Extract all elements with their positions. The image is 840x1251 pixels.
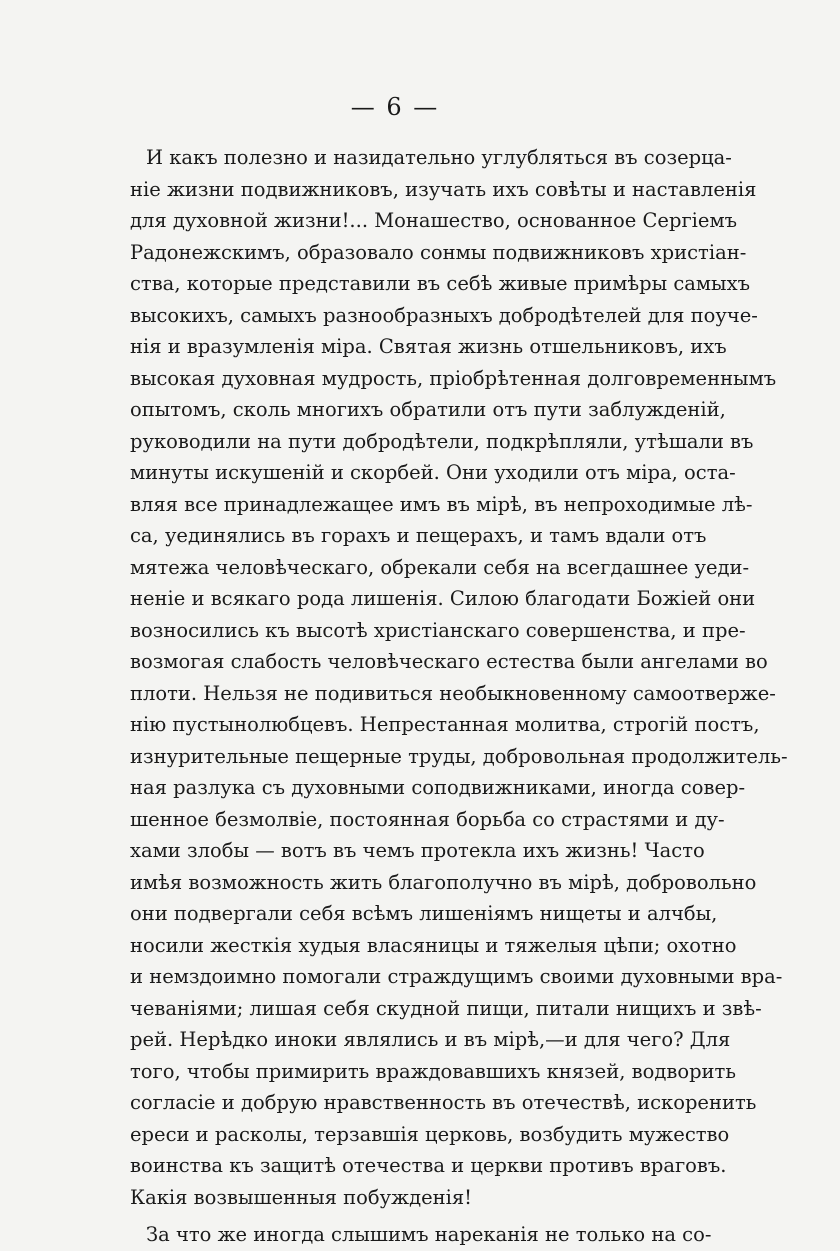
paragraph (130, 142, 788, 1213)
text-line: И какъ полезно и назидательно углубляться въ созерца- (146, 146, 732, 169)
text-line: носили жесткія худыя власяницы и тяжелыя цѣпи; охотно (130, 933, 737, 957)
text-line: они подвергали себя всѣмъ лишеніямъ нищеты и алчбы, (130, 902, 718, 925)
text-line: рей. Нерѣдко иноки являлись и въ мірѣ,—и для чего? Для (130, 1028, 731, 1051)
text-line: нію пустынолюбцевъ. Непрестанная молитва, строгій постъ, (130, 713, 760, 736)
text-line: возмогая слабость человѣческаго естества были ангелами во (130, 650, 768, 673)
text-line: вляя все принадлежащее имъ въ мірѣ, въ непроходимые лѣ- (130, 492, 753, 516)
text-line: ереси и расколы, терзавшія церковь, возбудить мужество (130, 1122, 730, 1146)
text-line: минуты искушеній и скорбей. Они уходили отъ міра, оста- (130, 461, 736, 484)
text-line: ная разлука съ духовными соподвижниками, иногда совер- (130, 776, 746, 799)
text-line: шенное безмолвіе, постоянная борьба со страстями и ду- (130, 807, 725, 831)
text-line: ства, которые представили въ себѣ живые примѣры самыхъ (130, 272, 750, 295)
text-line: хами злобы — вотъ въ чемъ протекла ихъ жизнь! Часто (130, 839, 705, 862)
text-line: для духовной жизни!... Монашество, основанное Сергіемъ (130, 209, 738, 232)
paragraph (130, 1219, 712, 1251)
text-line: ніе жизни подвижниковъ, изучать ихъ совѣты и наставленія (130, 177, 757, 201)
text-line: Радонежскимъ, образовало сонмы подвижниковъ христіан- (130, 240, 747, 264)
text-line: высокая духовная мудрость, пріобрѣтенная долговременнымъ (130, 366, 777, 390)
text-line: За что же иногда слышимъ нареканія не только на со- (146, 1223, 712, 1246)
text-line: согласіе и добрую нравственность въ отечествѣ, искоренить (130, 1091, 757, 1114)
text-line: воинства къ защитѣ отечества и церкви противъ враговъ. (130, 1154, 727, 1177)
text-line: изнурительные пещерные труды, добровольная продолжитель- (130, 744, 788, 768)
body-text (130, 142, 788, 1251)
page-number: — 6 — (350, 93, 440, 121)
text-line: имѣя возможность жить благополучно въ мірѣ, добровольно (130, 870, 757, 894)
text-line: неніе и всякаго рода лишенія. Силою благодати Божіей они (130, 587, 756, 610)
text-line: плоти. Нельзя не подивиться необыкновенному самоотверже- (130, 681, 776, 705)
text-line: и немздоимно помогали страждущимъ своими духовными вра- (130, 965, 783, 988)
text-line: высокихъ, самыхъ разнообразныхъ добродѣтелей для поуче- (130, 303, 758, 327)
text-line: мятежа человѣческаго, обрекали себя на всегдашнее уеди- (130, 555, 750, 579)
text-line: нія и вразумленія міра. Святая жизнь отшельниковъ, ихъ (130, 335, 727, 358)
text-line: того, чтобы примирить враждовавшихъ князей, водворить (130, 1059, 736, 1083)
text-line: опытомъ, сколь многихъ обратили отъ пути заблужденій, (130, 398, 726, 421)
text-line: возносились къ высотѣ христіанскаго совершенства, и пре- (130, 618, 746, 642)
text-line: са, уединялись въ горахъ и пещерахъ, и тамъ вдали отъ (130, 524, 707, 547)
text-line: Какія возвышенныя побужденія! (130, 1185, 472, 1209)
text-line: чеваніями; лишая себя скудной пищи, питали нищихъ и звѣ- (130, 996, 762, 1020)
text-line: руководили на пути добродѣтели, подкрѣпляли, утѣшали въ (130, 429, 754, 453)
